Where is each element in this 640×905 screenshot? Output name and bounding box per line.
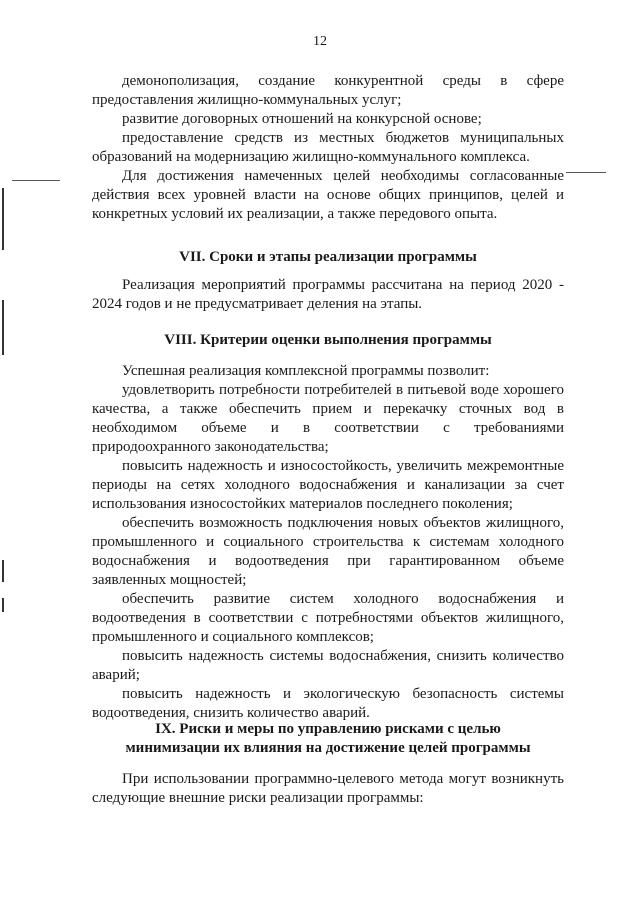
section-9 xyxy=(92,720,564,758)
scan-edge-mark xyxy=(2,300,4,355)
section-9-body xyxy=(92,770,564,808)
scan-edge-mark xyxy=(2,188,4,250)
section-heading-line-2: минимизации их влияния на достижение целей программы xyxy=(125,740,531,756)
page-number: 12 xyxy=(313,34,327,49)
scan-edge-mark xyxy=(2,598,4,612)
list-item: повысить надежность и износостойкость, увеличить межремонтные периоды на сетях холодного водоснабжения и канализации за счет использования износостойких материалов последнего поколения; xyxy=(92,458,564,512)
section-8-body xyxy=(92,362,564,723)
section-heading: VIII. Критерии оценки выполнения программы xyxy=(164,332,492,348)
scan-mark xyxy=(12,180,60,181)
paragraph: развитие договорных отношений на конкурсной основе; xyxy=(122,111,482,127)
section-7-body xyxy=(92,276,564,314)
list-item: повысить надежность и экологическую безопасность системы водоотведения, снизить количество аварий. xyxy=(92,686,564,721)
scan-mark xyxy=(566,172,606,173)
paragraph: Для достижения намеченных целей необходимы согласованные действия всех уровней власти на основе общих принципов, целей и конкретных условий их реализации, а также передового опыта. xyxy=(92,168,564,222)
section-heading-line-1: IX. Риски и меры по управлению рисками с целью xyxy=(155,721,501,737)
list-item: обеспечить возможность подключения новых объектов жилищного, промышленного и социального строительства к системам холодного водоснабжения и водоотведения при гарантированном объеме заявленных мощностей; xyxy=(92,515,564,588)
scan-edge-mark xyxy=(2,560,4,582)
paragraph: Успешная реализация комплексной программы позволит: xyxy=(122,363,490,379)
list-item: обеспечить развитие систем холодного водоснабжения и водоотведения в соответствии с потребностями объектов жилищного, промышленного и социального комплексов; xyxy=(92,591,564,645)
paragraph: предоставление средств из местных бюджетов муниципальных образований на модернизацию жилищно-коммунального комплекса. xyxy=(92,130,564,165)
paragraph: Реализация мероприятий программы рассчитана на период 2020 - 2024 годов и не предусматривает деления на этапы. xyxy=(92,277,564,312)
section-heading: VII. Сроки и этапы реализации программы xyxy=(179,249,477,265)
list-item: повысить надежность системы водоснабжения, снизить количество аварий; xyxy=(92,648,564,683)
section-8 xyxy=(92,331,564,350)
paragraph: При использовании программно-целевого метода могут возникнуть следующие внешние риски реализации программы: xyxy=(92,771,564,806)
section-7 xyxy=(92,248,564,267)
paragraph: демонополизация, создание конкурентной среды в сфере предоставления жилищно-коммунальных услуг; xyxy=(92,73,564,108)
list-item: удовлетворить потребности потребителей в питьевой воде хорошего качества, а также обеспечить прием и перекачку сточных вод в необходимом объеме и в соответствии с требованиями природоохранного законодательства; xyxy=(92,382,564,455)
intro-block xyxy=(92,72,564,224)
